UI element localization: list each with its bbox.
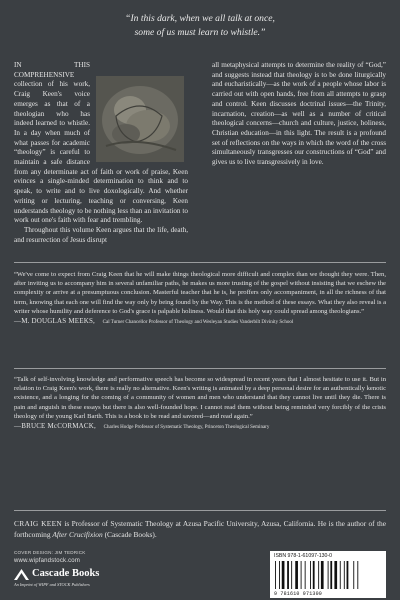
divider-top	[14, 262, 386, 263]
divider-bottom	[14, 510, 386, 511]
isbn-number: 9 781610 971300	[274, 591, 323, 597]
barcode-bar	[344, 561, 345, 589]
endorsement-2-title: Charles Hodge Professor of Systematic Theology, Princeton Theological Seminary	[103, 425, 270, 431]
author-bio-text: is Professor of Systematic Theology at Azusa Pacific University, Azusa, California. He is the author of the forthcoming	[14, 519, 386, 539]
publisher-tagline: An Imprint of WIPF and STOCK Publishers	[14, 582, 90, 587]
barcode-icon	[273, 561, 383, 589]
barcode-bar	[357, 561, 358, 589]
barcode-bar	[318, 561, 319, 589]
barcode-bar	[347, 561, 349, 589]
endorsement-2-attribution	[14, 422, 386, 432]
epigraph	[0, 12, 400, 40]
cover-artwork-image	[96, 76, 184, 162]
cascade-logo-icon	[14, 569, 29, 580]
publisher-logo-block	[14, 568, 154, 594]
barcode-bar	[340, 561, 341, 589]
endorsement-2-text: “Talk of self-involving knowledge and performative speech has become so widespread in recent years that I almost hesitate to use it. But in relation to Craig Keen's work, there is really no alternative. Keen's writing is animated by a deep personal desire for an authentically kenotic existence, and a longing for the coming of a community of women and men who understand that they cannot live until they die. There is pain and anguish in these essays but there is also well-founded hope. I cannot read them without being reminded very forcibly of the crisis theology of the young Karl Barth. This is a book to be read and savored—and read again.”	[14, 376, 386, 420]
barcode-bar	[313, 561, 315, 589]
barcode-bar	[287, 561, 289, 589]
author-book-title: After Crucifixion	[52, 530, 103, 539]
author-name: CRAIG KEEN	[14, 519, 63, 528]
barcode-bar	[328, 561, 329, 589]
blurb-column-right	[212, 61, 386, 168]
endorsement-1-name: —M. DOUGLAS MEEKS,	[14, 317, 95, 326]
endorsement-1-attribution	[14, 317, 386, 327]
divider-middle	[14, 368, 386, 369]
barcode-bar	[301, 561, 302, 589]
cover-design-credit: COVER DESIGN: JIM TEDRICK	[14, 550, 86, 555]
epigraph-line-2: some of us must learn to whistle.”	[134, 27, 266, 38]
artwork-figure-icon	[96, 76, 184, 162]
barcode-bar	[291, 561, 292, 589]
publisher-name: Cascade Books	[32, 568, 100, 579]
endorsement-1	[14, 270, 386, 327]
isbn-barcode	[270, 551, 386, 598]
epigraph-line-1: “In this dark, when we all talk at once,	[125, 13, 275, 24]
blurb-body-1: collection of his work, Craig Keen's voice emerges as that of a theologian who has indeed learned to whistle. In a day when much of what passes for academic “theology” is careful to maintain a safe distance from any determinate act of faith or work of praise, Keen evinces a single-minded determination to think and to speak, to write and to live doxologically. And whether writing or lecturing, teaching or conversing, Keen understands theology to be nothing less than an invitation to work out one's faith with fear and trembling.	[14, 80, 188, 225]
blurb-paragraph-3: all metaphysical attempts to determine the reality of “God,” and suggests instead that theology is to be done liturgically and eucharistically—as the work of a people whose labor is carried out with open hands, free from all attempts to grasp and control. Keen discusses doctrinal issues—the Trinity, incarnation, creation—as well as a number of critical theological concerns—church and culture, justice, holiness, Christian education—in this light. The result is a profound set of reflections on the ways in which the word of the cross simultaneously transgresses our constructions of “God” and gives us to live transgressively in love.	[212, 61, 386, 167]
isbn-label: ISBN 978-1-61097-130-0	[274, 553, 332, 559]
blurb-paragraph-2: Throughout this volume Keen argues that the life, death, and resurrection of Jesus disrupt	[14, 225, 188, 244]
barcode-bar	[282, 561, 285, 589]
barcode-bar	[310, 561, 311, 589]
publisher-website: www.wipfandstock.com	[14, 558, 81, 564]
endorsement-1-text: “We've come to expect from Craig Keen that he will make things theological more difficult and complex than we thought they were. Then, after inviting us to accompany him in several unfamiliar paths, he makes us more trusting of the gospel without insisting that we eschew the complexity or arrive at a presumptuous conclusion. Masterful teacher that he is, he proffers only accompaniment, in all the richness of that term, knowing that each one will find the way only by being found by the Way. This is the method of these essays. What they also reveal is a writer whose humility and deference to God's grace is palpable holiness. Would that this holy way could spread among theologians.”	[14, 271, 386, 315]
barcode-bar	[295, 561, 298, 589]
barcode-bar	[334, 561, 337, 589]
barcode-bar	[321, 561, 324, 589]
barcode-bar	[275, 561, 276, 589]
barcode-bar	[330, 561, 332, 589]
author-bio-tail: (Cascade Books).	[104, 530, 157, 539]
barcode-bar	[279, 561, 280, 589]
endorsement-2-name: —BRUCE McCORMACK,	[14, 422, 96, 431]
barcode-bar	[353, 561, 354, 589]
endorsement-1-title: Cal Turner Chancellor Professor of Theology and Wesleyan Studies Vanderbilt Divinity School	[102, 320, 294, 326]
endorsement-2	[14, 375, 386, 432]
blurb-lead: IN THIS COMPREHENSIVE	[14, 61, 90, 79]
barcode-bar	[305, 561, 306, 589]
author-bio	[14, 518, 386, 540]
